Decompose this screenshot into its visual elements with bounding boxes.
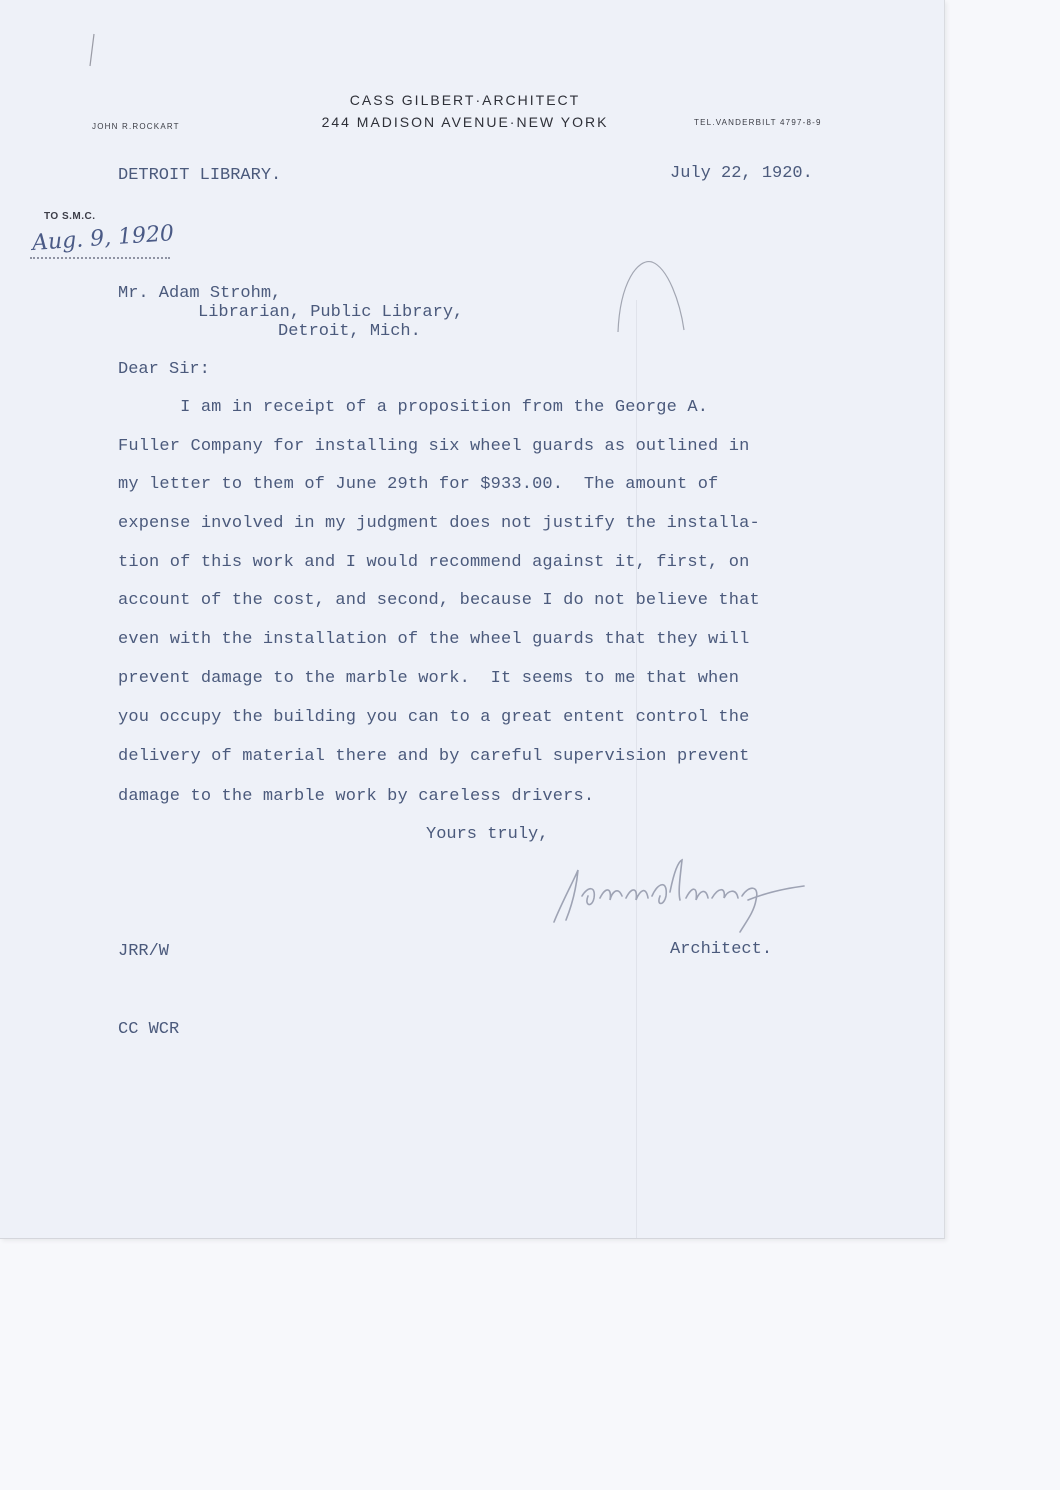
signature-title: Architect. xyxy=(670,940,773,959)
stamp-dotted-line xyxy=(30,257,170,259)
pencil-corner-mark xyxy=(78,30,108,70)
typist-initials: JRR/W xyxy=(118,942,170,961)
body-line: I am in receipt of a proposition from the George A. xyxy=(118,398,709,417)
body-line: you occupy the building you can to a great entent control the xyxy=(118,708,750,727)
addressee-name: Mr. Adam Strohm, xyxy=(118,284,282,303)
subject-line: DETROIT LIBRARY. xyxy=(118,166,282,185)
letterhead-telephone: TEL.VANDERBILT 4797-8-9 xyxy=(694,118,822,127)
body-line: my letter to them of June 29th for $933.00. The amount of xyxy=(118,475,719,494)
handwritten-signature xyxy=(548,852,818,942)
body-line: delivery of material there and by careful supervision prevent xyxy=(118,747,750,766)
body-line: expense involved in my judgment does not justify the installa- xyxy=(118,514,760,533)
addressee-city: Detroit, Mich. xyxy=(278,322,421,341)
pencil-arc-mark xyxy=(608,252,698,342)
letterhead-firm-name: CASS GILBERT·ARCHITECT xyxy=(349,92,581,108)
body-line: account of the cost, and second, because I do not believe that xyxy=(118,591,760,610)
received-stamp: TO S.M.C. xyxy=(44,211,96,222)
body-line: even with the installation of the wheel guards that they will xyxy=(118,630,750,649)
letterhead-left-name: JOHN R.ROCKART xyxy=(92,122,180,131)
carbon-copy: CC WCR xyxy=(118,1020,180,1039)
salutation: Dear Sir: xyxy=(118,360,210,379)
body-line: prevent damage to the marble work. It seems to me that when xyxy=(118,669,740,688)
letterhead-address: 244 MADISON AVENUE·NEW YORK xyxy=(321,114,609,130)
body-line: Fuller Company for installing six wheel guards as outlined in xyxy=(118,437,750,456)
closing: Yours truly, xyxy=(426,825,549,844)
letter-date: July 22, 1920. xyxy=(670,164,813,183)
body-line: tion of this work and I would recommend against it, first, on xyxy=(118,553,750,572)
body-line: damage to the marble work by careless drivers. xyxy=(118,787,595,806)
addressee-title: Librarian, Public Library, xyxy=(198,303,464,322)
handwritten-date: Aug. 9, 1920 xyxy=(31,221,175,256)
